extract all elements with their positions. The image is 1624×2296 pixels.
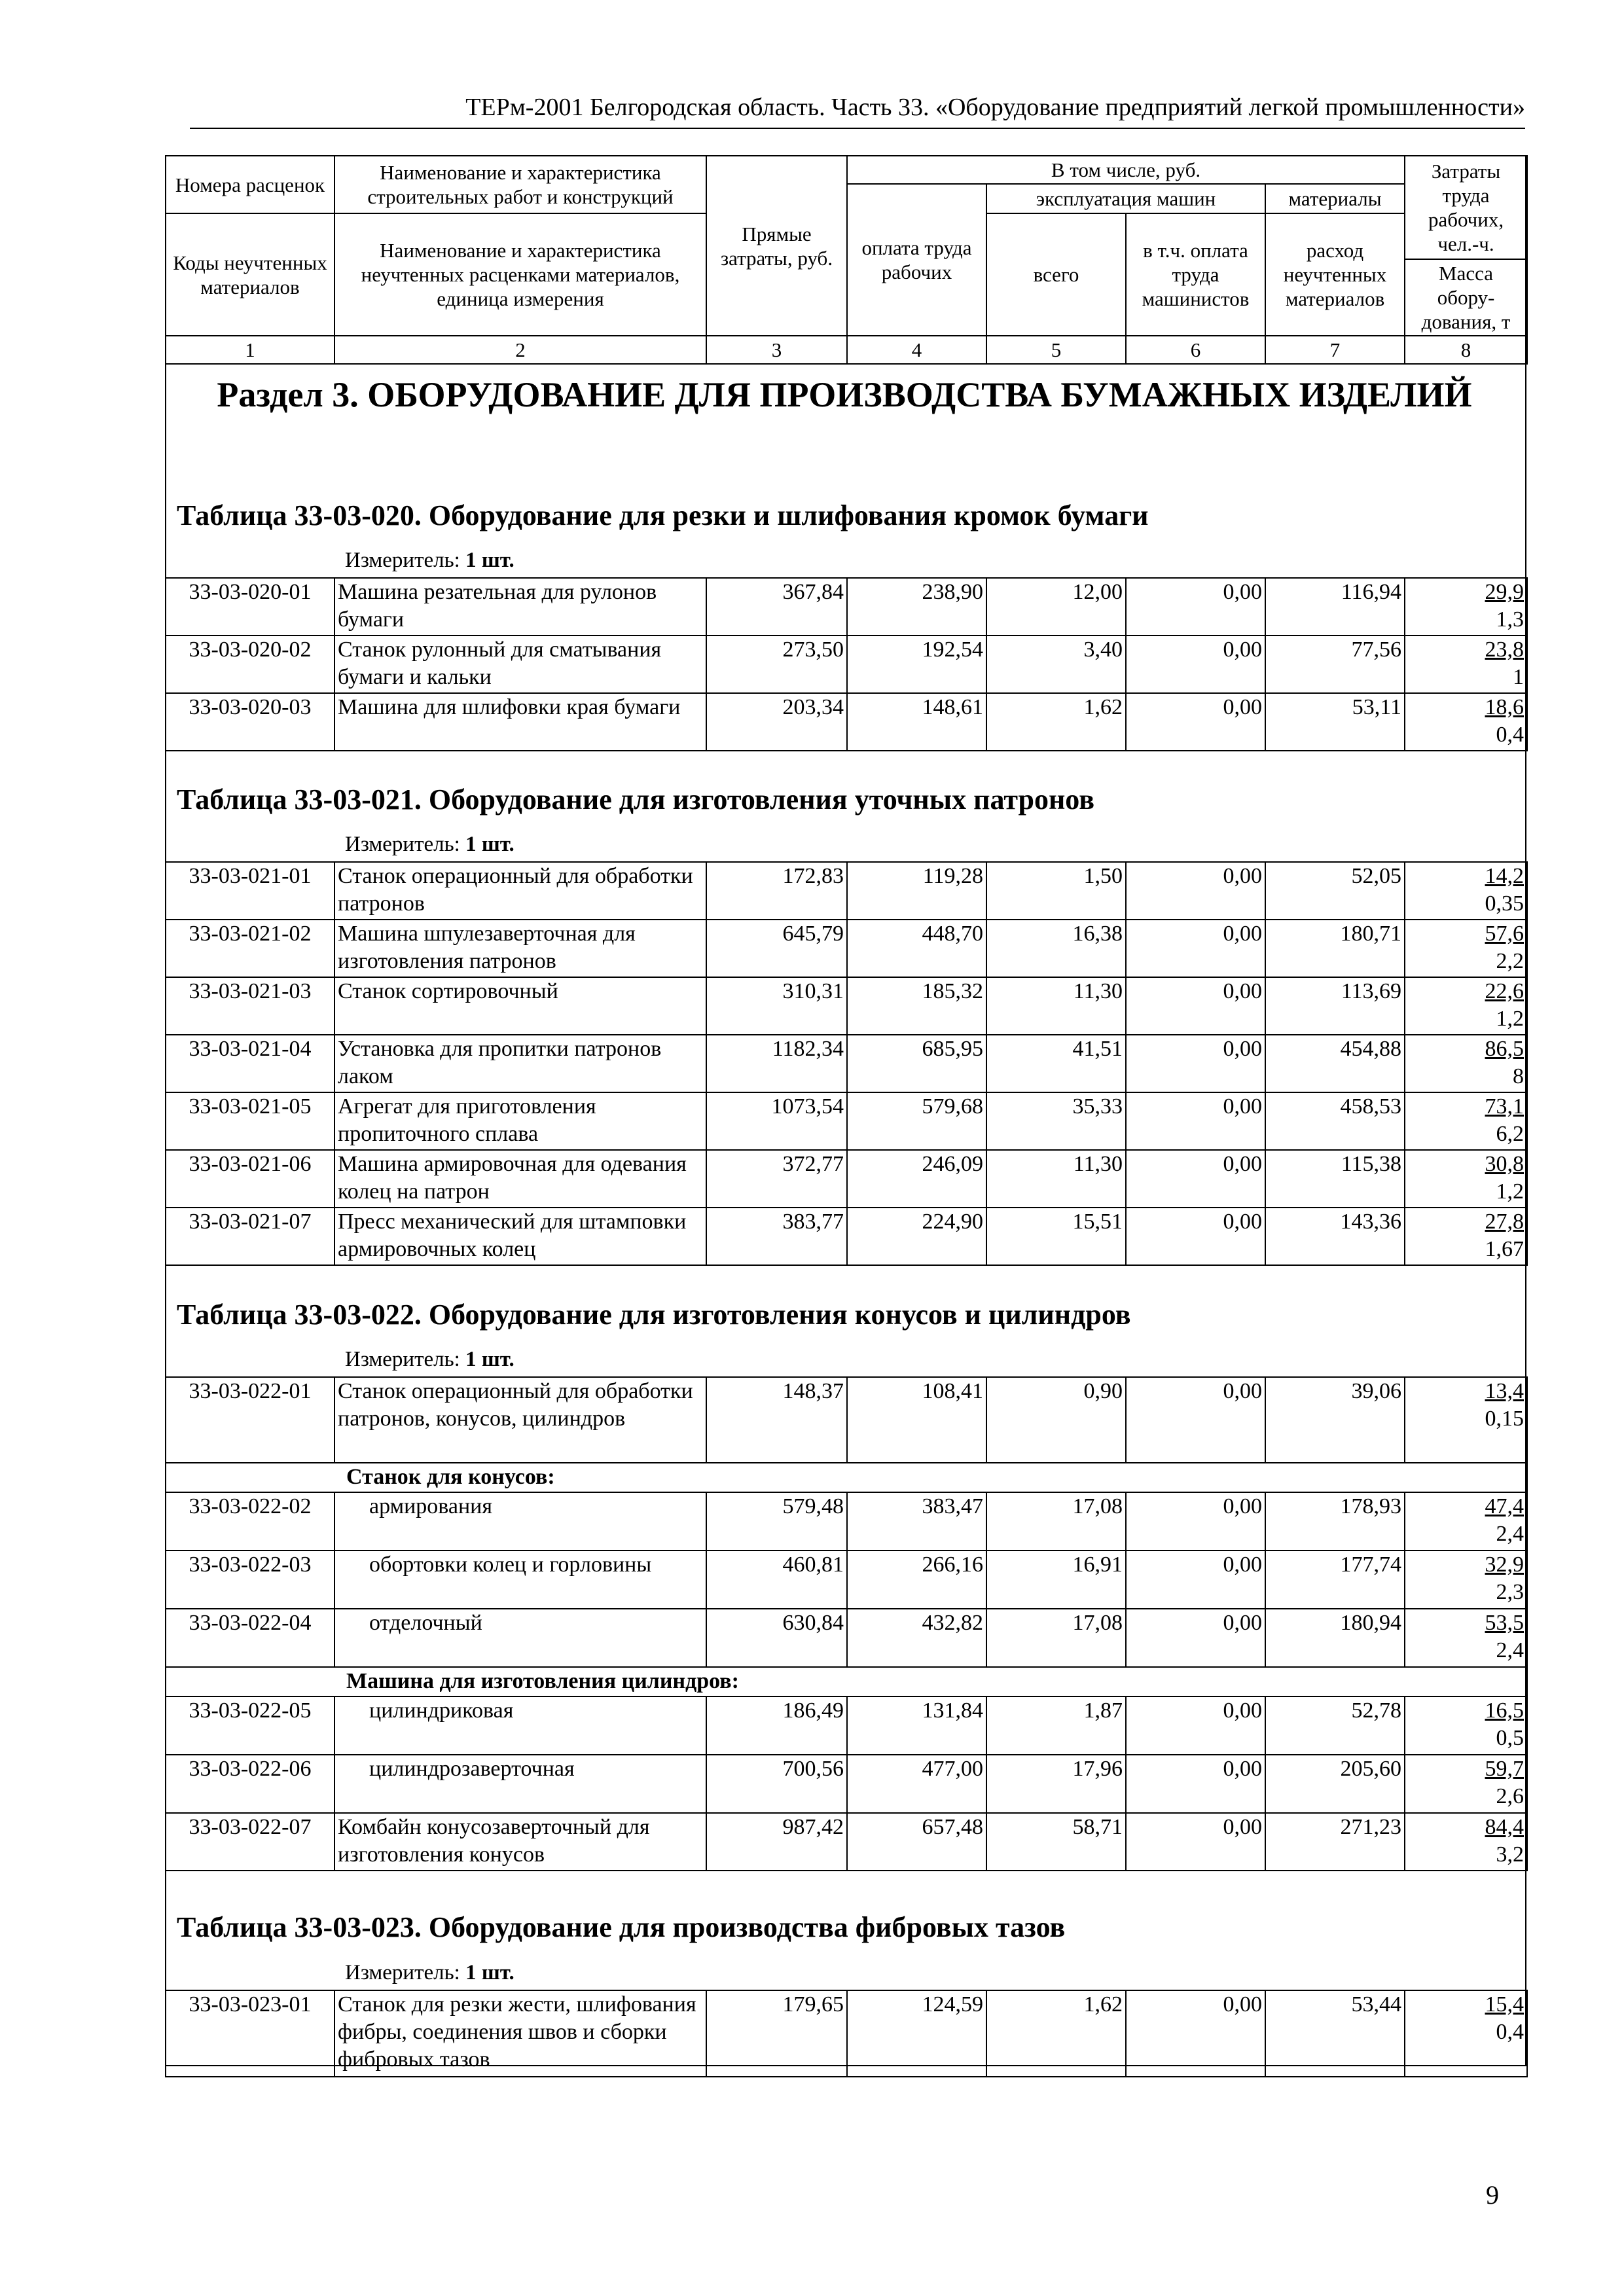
equipment-mass: 8 (1513, 1064, 1524, 1088)
measure-unit (345, 1346, 514, 1372)
hdr-c8-bottom: Масса обору-дования, т (1405, 259, 1527, 336)
direct-costs: 460,81 (706, 1551, 847, 1609)
labor-hours: 86,5 (1485, 1037, 1524, 1061)
equipment-mass: 1 (1513, 665, 1524, 689)
labor-mass-cell (1405, 1609, 1527, 1667)
rate-code: 33-03-021-05 (166, 1092, 334, 1150)
worker-wages: 148,61 (847, 693, 986, 751)
work-name: Комбайн конусозаверточный для изготовления конусов (334, 1813, 706, 1871)
labor-mass-cell (1405, 693, 1527, 751)
worker-wages: 383,47 (847, 1492, 986, 1551)
direct-costs: 367,84 (706, 578, 847, 636)
table-row (166, 1150, 1527, 1208)
materials-cost: 113,69 (1265, 977, 1405, 1035)
table-row (166, 1755, 1527, 1813)
direct-costs: 172,83 (706, 862, 847, 920)
hdr-c6: в т.ч. оплата труда машинистов (1126, 213, 1265, 336)
operator-wages: 0,00 (1126, 862, 1265, 920)
work-name: армирования (334, 1492, 706, 1551)
hdr-num: 4 (847, 336, 986, 364)
labor-mass-cell (1405, 1377, 1527, 1463)
rate-code: 33-03-022-02 (166, 1492, 334, 1551)
equipment-mass: 1,3 (1496, 607, 1524, 632)
work-name: Станок для резки жести, шлифования фибры, соединения швов и сборки фибровых тазов (334, 1990, 706, 2077)
worker-wages: 224,90 (847, 1208, 986, 1265)
machine-total: 17,96 (986, 1755, 1126, 1813)
machine-total: 0,90 (986, 1377, 1126, 1463)
direct-costs: 203,34 (706, 693, 847, 751)
materials-cost: 454,88 (1265, 1035, 1405, 1092)
labor-hours: 18,6 (1485, 695, 1524, 719)
table-row (166, 920, 1527, 977)
hdr-num: 3 (706, 336, 847, 364)
rate-code: 33-03-021-06 (166, 1150, 334, 1208)
rate-code: 33-03-022-01 (166, 1377, 334, 1463)
operator-wages: 0,00 (1126, 578, 1265, 636)
rate-code: 33-03-022-03 (166, 1551, 334, 1609)
table-title: Таблица 33-03-020. Оборудование для резки и шлифования кромок бумаги (177, 499, 1149, 531)
labor-hours: 84,4 (1485, 1815, 1524, 1839)
equipment-mass: 0,15 (1485, 1407, 1524, 1431)
labor-hours: 53,5 (1485, 1611, 1524, 1635)
labor-hours: 29,9 (1485, 580, 1524, 604)
rate-code: 33-03-021-01 (166, 862, 334, 920)
labor-mass-cell (1405, 1696, 1527, 1755)
materials-cost: 205,60 (1265, 1755, 1405, 1813)
labor-hours: 30,8 (1485, 1152, 1524, 1176)
measure-value: 1 шт. (465, 1961, 514, 1984)
labor-hours: 57,6 (1485, 922, 1524, 946)
materials-cost: 52,05 (1265, 862, 1405, 920)
worker-wages: 238,90 (847, 578, 986, 636)
work-name: Пресс механический для штамповки армировочных колец (334, 1208, 706, 1265)
measure-unit (345, 547, 514, 573)
operator-wages: 0,00 (1126, 1990, 1265, 2077)
hdr-num: 5 (986, 336, 1126, 364)
materials-cost: 53,44 (1265, 1990, 1405, 2077)
labor-mass-cell (1405, 1492, 1527, 1551)
table-row (166, 636, 1527, 693)
table-row (166, 693, 1527, 751)
work-name: Машина резательная для рулонов бумаги (334, 578, 706, 636)
table-row (166, 1377, 1527, 1463)
measure-label: Измеритель: (345, 548, 460, 572)
rate-code: 33-03-021-07 (166, 1208, 334, 1265)
materials-cost: 52,78 (1265, 1696, 1405, 1755)
direct-costs: 645,79 (706, 920, 847, 977)
labor-mass-cell (1405, 920, 1527, 977)
hdr-c4: оплата труда рабочих (847, 184, 986, 336)
table-row (166, 1990, 1527, 2077)
materials-cost: 180,94 (1265, 1609, 1405, 1667)
materials-cost: 180,71 (1265, 920, 1405, 977)
materials-cost: 458,53 (1265, 1092, 1405, 1150)
table-row (166, 1035, 1527, 1092)
machine-total: 17,08 (986, 1609, 1126, 1667)
rate-code: 33-03-022-05 (166, 1696, 334, 1755)
table-row (166, 862, 1527, 920)
equipment-mass: 0,4 (1496, 723, 1524, 747)
hdr-c8-top: Затраты труда рабочих, чел.-ч. (1405, 156, 1527, 259)
labor-mass-cell (1405, 578, 1527, 636)
machine-total: 1,62 (986, 693, 1126, 751)
page-number: 9 (1486, 2180, 1499, 2210)
direct-costs: 630,84 (706, 1609, 847, 1667)
equipment-mass: 2,3 (1496, 1580, 1524, 1604)
machine-total: 11,30 (986, 977, 1126, 1035)
labor-hours: 47,4 (1485, 1494, 1524, 1518)
direct-costs: 186,49 (706, 1696, 847, 1755)
table-row (166, 977, 1527, 1035)
equipment-mass: 6,2 (1496, 1122, 1524, 1146)
hdr-num: 7 (1265, 336, 1405, 364)
table-row (166, 1696, 1527, 1755)
hdr-c3: Прямые затраты, руб. (706, 156, 847, 336)
measure-value: 1 шт. (465, 1348, 514, 1371)
labor-mass-cell (1405, 862, 1527, 920)
measure-label: Измеритель: (345, 1348, 460, 1371)
labor-mass-cell (1405, 1990, 1527, 2077)
materials-cost: 177,74 (1265, 1551, 1405, 1609)
operator-wages: 0,00 (1126, 1696, 1265, 1755)
work-name: цилиндриковая (334, 1696, 706, 1755)
machine-total: 58,71 (986, 1813, 1126, 1871)
work-name: Станок рулонный для сматывания бумаги и кальки (334, 636, 706, 693)
table-row (166, 1492, 1527, 1551)
measure-label: Измеритель: (345, 833, 460, 856)
table-row (166, 1813, 1527, 1871)
table-title: Таблица 33-03-022. Оборудование для изготовления конусов и цилиндров (177, 1299, 1131, 1331)
table-row (166, 1609, 1527, 1667)
machine-total: 41,51 (986, 1035, 1126, 1092)
machine-total: 17,08 (986, 1492, 1126, 1551)
hdr-c1-top: Номера расценок (166, 156, 334, 213)
labor-mass-cell (1405, 1755, 1527, 1813)
work-name: обортовки колец и горловины (334, 1551, 706, 1609)
materials-cost: 143,36 (1265, 1208, 1405, 1265)
work-name: Станок операционный для обработки патронов, конусов, цилиндров (334, 1377, 706, 1463)
measure-unit (345, 1960, 514, 1986)
rate-code: 33-03-021-02 (166, 920, 334, 977)
worker-wages: 685,95 (847, 1035, 986, 1092)
direct-costs: 1073,54 (706, 1092, 847, 1150)
hdr-c2-top: Наименование и характеристика строительных работ и конструкций (334, 156, 706, 213)
work-name: Машина для шлифовки края бумаги (334, 693, 706, 751)
materials-cost: 116,94 (1265, 578, 1405, 636)
running-header: ТЕРм-2001 Белгородская область. Часть 33. «Оборудование предприятий легкой промышленности» (465, 94, 1525, 121)
table-subheading-row (166, 1463, 1527, 1492)
section-title: Раздел 3. ОБОРУДОВАНИЕ ДЛЯ ПРОИЗВОДСТВА БУМАЖНЫХ ИЗДЕЛИЙ (217, 375, 1472, 414)
labor-mass-cell (1405, 1551, 1527, 1609)
operator-wages: 0,00 (1126, 1492, 1265, 1551)
worker-wages: 185,32 (847, 977, 986, 1035)
direct-costs: 148,37 (706, 1377, 847, 1463)
machine-total: 11,30 (986, 1150, 1126, 1208)
work-name: цилиндрозаверточная (334, 1755, 706, 1813)
equipment-mass: 0,35 (1485, 891, 1524, 916)
equipment-mass: 0,5 (1496, 1726, 1524, 1750)
materials-cost: 115,38 (1265, 1150, 1405, 1208)
operator-wages: 0,00 (1126, 920, 1265, 977)
operator-wages: 0,00 (1126, 1551, 1265, 1609)
labor-mass-cell (1405, 1035, 1527, 1092)
hdr-num: 2 (334, 336, 706, 364)
hdr-c2-bottom: Наименование и характеристика неучтенных расценками материалов, единица измерения (334, 213, 706, 336)
labor-mass-cell (1405, 1092, 1527, 1150)
labor-mass-cell (1405, 1813, 1527, 1871)
work-name: Станок операционный для обработки патронов (334, 862, 706, 920)
work-name: Станок сортировочный (334, 977, 706, 1035)
table-subheading-row (166, 1667, 1527, 1696)
work-name: Установка для пропитки патронов лаком (334, 1035, 706, 1092)
direct-costs: 1182,34 (706, 1035, 847, 1092)
direct-costs: 179,65 (706, 1990, 847, 2077)
labor-hours: 23,8 (1485, 637, 1524, 662)
machine-total: 16,38 (986, 920, 1126, 977)
hdr-number-row (166, 336, 1527, 364)
rate-code: 33-03-023-01 (166, 1990, 334, 2077)
column-header-table (165, 155, 1528, 365)
operator-wages: 0,00 (1126, 1208, 1265, 1265)
hdr-num: 6 (1126, 336, 1265, 364)
machine-total: 15,51 (986, 1208, 1126, 1265)
labor-hours: 16,5 (1485, 1698, 1524, 1723)
machine-total: 16,91 (986, 1551, 1126, 1609)
equipment-mass: 1,67 (1485, 1237, 1524, 1261)
rate-code: 33-03-022-06 (166, 1755, 334, 1813)
worker-wages: 448,70 (847, 920, 986, 977)
table-row (166, 1208, 1527, 1265)
work-name: Машина армировочная для одевания колец на патрон (334, 1150, 706, 1208)
worker-wages: 119,28 (847, 862, 986, 920)
hdr-c7: расход неучтенных материалов (1265, 213, 1405, 336)
measure-label: Измеритель: (345, 1961, 460, 1984)
measure-value: 1 шт. (465, 833, 514, 856)
direct-costs: 383,77 (706, 1208, 847, 1265)
worker-wages: 192,54 (847, 636, 986, 693)
table-row (166, 578, 1527, 636)
machine-total: 35,33 (986, 1092, 1126, 1150)
hdr-c1-bottom: Коды неучтенных материалов (166, 213, 334, 336)
operator-wages: 0,00 (1126, 1813, 1265, 1871)
worker-wages: 579,68 (847, 1092, 986, 1150)
table-title: Таблица 33-03-023. Оборудование для производства фибровых тазов (177, 1911, 1066, 1943)
rate-table (165, 1376, 1528, 1871)
labor-hours: 73,1 (1485, 1094, 1524, 1119)
rate-code: 33-03-021-03 (166, 977, 334, 1035)
labor-mass-cell (1405, 977, 1527, 1035)
worker-wages: 124,59 (847, 1990, 986, 2077)
equipment-mass: 2,4 (1496, 1638, 1524, 1662)
equipment-mass: 3,2 (1496, 1842, 1524, 1867)
measure-unit (345, 831, 514, 857)
materials-cost: 271,23 (1265, 1813, 1405, 1871)
operator-wages: 0,00 (1126, 636, 1265, 693)
operator-wages: 0,00 (1126, 693, 1265, 751)
hdr-c5: всего (986, 213, 1126, 336)
table-title: Таблица 33-03-021. Оборудование для изготовления уточных патронов (177, 783, 1094, 816)
table-row (166, 1551, 1527, 1609)
labor-hours: 22,6 (1485, 979, 1524, 1003)
equipment-mass: 0,4 (1496, 2020, 1524, 2044)
worker-wages: 131,84 (847, 1696, 986, 1755)
operator-wages: 0,00 (1126, 1150, 1265, 1208)
table-subheading: Станок для конусов: (166, 1463, 1527, 1492)
operator-wages: 0,00 (1126, 1092, 1265, 1150)
operator-wages: 0,00 (1126, 977, 1265, 1035)
work-name: Машина шпулезаверточная для изготовления патронов (334, 920, 706, 977)
worker-wages: 266,16 (847, 1551, 986, 1609)
labor-hours: 15,4 (1485, 1992, 1524, 2017)
machine-total: 1,62 (986, 1990, 1126, 2077)
direct-costs: 700,56 (706, 1755, 847, 1813)
equipment-mass: 2,4 (1496, 1522, 1524, 1546)
materials-cost: 77,56 (1265, 636, 1405, 693)
operator-wages: 0,00 (1126, 1755, 1265, 1813)
rate-code: 33-03-020-01 (166, 578, 334, 636)
materials-cost: 53,11 (1265, 693, 1405, 751)
hdr-materials: материалы (1265, 184, 1405, 213)
equipment-mass: 2,6 (1496, 1784, 1524, 1808)
operator-wages: 0,00 (1126, 1609, 1265, 1667)
labor-hours: 32,9 (1485, 1552, 1524, 1577)
machine-total: 1,50 (986, 862, 1126, 920)
operator-wages: 0,00 (1126, 1035, 1265, 1092)
hdr-in-total: В том числе, руб. (847, 156, 1405, 184)
direct-costs: 372,77 (706, 1150, 847, 1208)
materials-cost: 39,06 (1265, 1377, 1405, 1463)
rate-table (165, 577, 1528, 751)
worker-wages: 246,09 (847, 1150, 986, 1208)
operator-wages: 0,00 (1126, 1377, 1265, 1463)
rate-code: 33-03-020-02 (166, 636, 334, 693)
worker-wages: 477,00 (847, 1755, 986, 1813)
labor-mass-cell (1405, 1208, 1527, 1265)
rate-code: 33-03-020-03 (166, 693, 334, 751)
header-rule (190, 128, 1525, 129)
labor-mass-cell (1405, 636, 1527, 693)
rate-table (165, 861, 1528, 1266)
table-row (166, 1092, 1527, 1150)
hdr-machines: эксплуатация машин (986, 184, 1265, 213)
equipment-mass: 1,2 (1496, 1179, 1524, 1204)
direct-costs: 579,48 (706, 1492, 847, 1551)
direct-costs: 987,42 (706, 1813, 847, 1871)
equipment-mass: 2,2 (1496, 949, 1524, 973)
hdr-num: 8 (1405, 336, 1527, 364)
worker-wages: 657,48 (847, 1813, 986, 1871)
direct-costs: 273,50 (706, 636, 847, 693)
machine-total: 1,87 (986, 1696, 1126, 1755)
hdr-num: 1 (166, 336, 334, 364)
machine-total: 3,40 (986, 636, 1126, 693)
materials-cost: 178,93 (1265, 1492, 1405, 1551)
rate-table (165, 1990, 1528, 2077)
rate-code: 33-03-022-07 (166, 1813, 334, 1871)
labor-mass-cell (1405, 1150, 1527, 1208)
direct-costs: 310,31 (706, 977, 847, 1035)
labor-hours: 13,4 (1485, 1379, 1524, 1403)
worker-wages: 108,41 (847, 1377, 986, 1463)
rate-code: 33-03-022-04 (166, 1609, 334, 1667)
machine-total: 12,00 (986, 578, 1126, 636)
labor-hours: 59,7 (1485, 1757, 1524, 1781)
worker-wages: 432,82 (847, 1609, 986, 1667)
measure-value: 1 шт. (465, 548, 514, 572)
equipment-mass: 1,2 (1496, 1007, 1524, 1031)
work-name: отделочный (334, 1609, 706, 1667)
work-name: Агрегат для приготовления пропиточного сплава (334, 1092, 706, 1150)
table-subheading: Машина для изготовления цилиндров: (166, 1667, 1527, 1696)
rate-code: 33-03-021-04 (166, 1035, 334, 1092)
labor-hours: 14,2 (1485, 864, 1524, 888)
labor-hours: 27,8 (1485, 1210, 1524, 1234)
